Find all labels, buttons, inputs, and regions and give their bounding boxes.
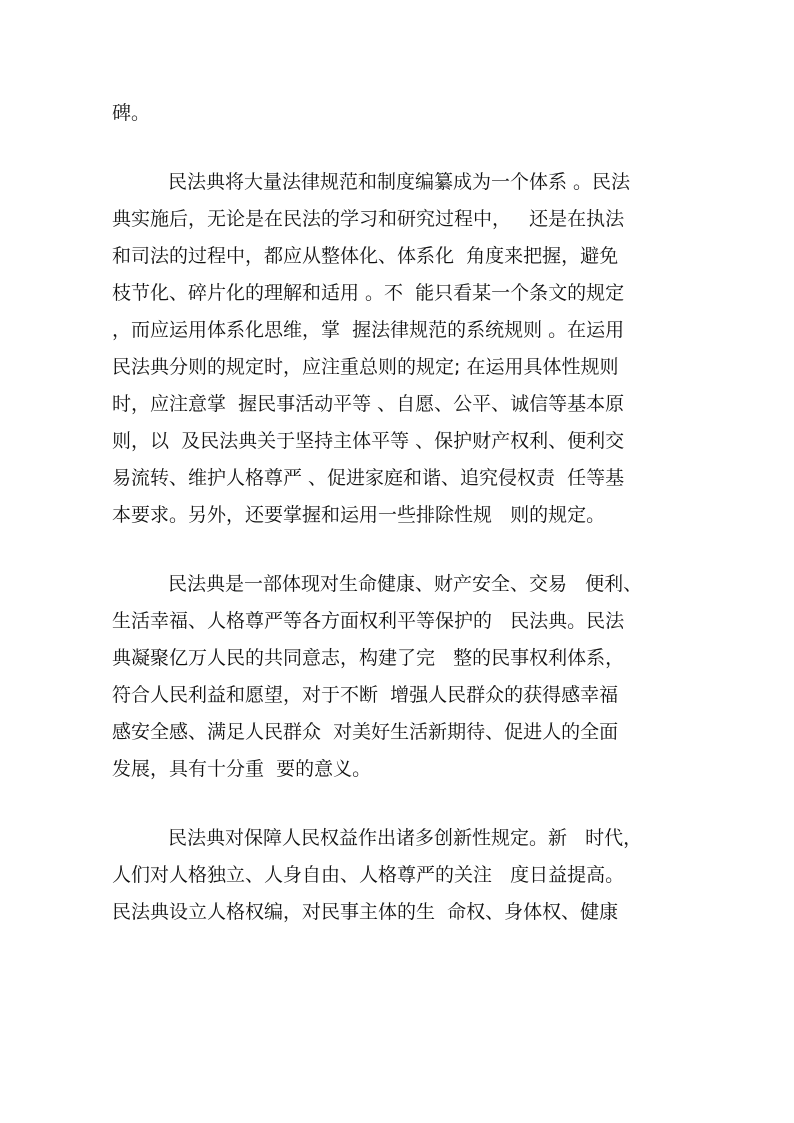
text-line: 典实施后，无论是在民法的学习和研究过程中， 还是在执法 bbox=[112, 208, 625, 230]
text-line: 感安全感、满足人民群众 对美好生活新期待、促进人的全面 bbox=[112, 721, 619, 743]
text-line: 民法典对保障人民权益作出诸多创新性规定。新 时代， bbox=[168, 827, 643, 849]
text-line: 碑。 bbox=[112, 102, 151, 124]
text-line: 本要求。另外，还要掌握和运用一些排除性规 则的规定。 bbox=[112, 504, 606, 526]
text-line: 则，以 及民法典关于坚持主体平等 、保护财产权利、便利交 bbox=[112, 430, 625, 452]
text-line: 枝节化、碎片化的理解和适用 。不 能只看某一个条文的规定 bbox=[112, 282, 625, 304]
text-line: 易流转、维护人格尊严 、促进家庭和谐、追究侵权责 任等基 bbox=[112, 467, 625, 489]
text-line: 典凝聚亿万人民的共同意志，构建了完 整的民事权利体系， bbox=[112, 647, 625, 669]
text-line: 和司法的过程中，都应从整体化、体系化 角度来把握，避免 bbox=[112, 245, 619, 267]
text-line: 符合人民利益和愿望，对于不断 增强人民群众的获得感幸福 bbox=[112, 684, 619, 706]
text-line: ，而应运用体系化思维，掌 握法律规范的系统规则 。在运用 bbox=[112, 319, 625, 341]
text-line: 生活幸福、人格尊严等各方面权利平等保护的 民法典。民法 bbox=[112, 610, 625, 632]
text-line: 人们对人格独立、人身自由、人格尊严的关注 度日益提高。 bbox=[112, 864, 625, 886]
text-line: 民法典分则的规定时，应注重总则的规定; 在运用具体性规则 bbox=[112, 356, 619, 378]
text-line: 民法典是一部体现对生命健康、财产安全、交易 便利、 bbox=[168, 573, 643, 595]
text-line: 民法典设立人格权编，对民事主体的生 命权、身体权、健康 bbox=[112, 901, 619, 923]
text-line: 时，应注意掌 握民事活动平等 、自愿、公平、诚信等基本原 bbox=[112, 393, 625, 415]
text-line: 民法典将大量法律规范和制度编纂成为一个体系 。民法 bbox=[168, 171, 631, 193]
text-line: 发展，具有十分重 要的意义。 bbox=[112, 758, 372, 780]
